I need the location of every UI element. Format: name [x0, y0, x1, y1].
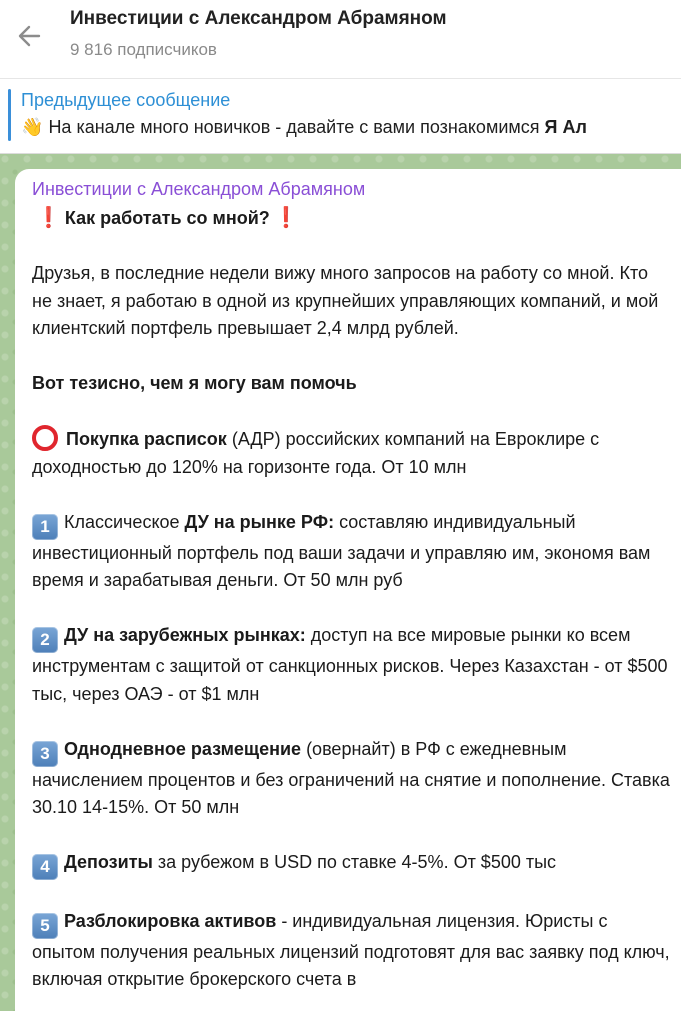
preview-text: На канале много новичков - давайте с вами познакомимся	[48, 117, 540, 137]
red-exclamation-icon: ❗	[36, 207, 61, 229]
keycap-four-icon: 4	[32, 854, 58, 880]
message-body	[32, 205, 672, 1011]
list-item: 4 Депозиты за рубежом в USD по ставке 4-5%. От $500 тыс	[32, 849, 672, 880]
preview-text-bold: Я Ал	[544, 117, 587, 137]
keycap-two-icon: 2	[32, 627, 58, 653]
arrow-left-icon	[17, 23, 43, 49]
message-intro: Друзья, в последние недели вижу много запросов на работу со мной. Кто не знает, я работаю в одной из крупнейших управляющих компаний, и мой клиентский портфель превышает 2,4 млрд рублей.	[32, 263, 659, 338]
list-title: Вот тезисно, чем я могу вам помочь	[32, 373, 357, 393]
chat-header	[0, 0, 681, 79]
list-item: 2 ДУ на зарубежных рынках: доступ на все мировые рынки ко всем инструментам с защитой от санкционных рисков. Через Казахстан - от $500 тыс, через ОАЭ - от $1 млн	[32, 625, 668, 704]
channel-title[interactable]: Инвестиции с Александром Абрамяном	[70, 8, 447, 29]
waving-hand-icon: 👋	[21, 117, 44, 137]
message-author[interactable]: Инвестиции с Александром Абрамяном	[32, 179, 366, 199]
subscriber-count: 9 816 подписчиков	[70, 40, 217, 59]
list-item: 3 Однодневное размещение (овернайт) в РФ с ежедневным начислением процентов и без ограничений на снятие и пополнение. Ставка 30.10 14-15%. От 50 млн	[32, 738, 670, 817]
list-item: Покупка расписок (АДР) российских компаний на Евроклире с доходностью до 120% на горизонте года. От 10 млн	[32, 425, 672, 481]
message-bubble[interactable]	[15, 169, 681, 1011]
list-item: 5 Разблокировка активов - индивидуальная лицензия. Юристы с опытом получения реальных лицензий подготовят для вас заявку под ключ, включая открытие брокерского счета в	[32, 910, 670, 989]
keycap-five-icon: 5	[32, 913, 58, 939]
previous-message-bar[interactable]	[0, 79, 681, 154]
previous-message-preview	[21, 117, 587, 138]
previous-message-title: Предыдущее сообщение	[21, 90, 231, 110]
hollow-red-circle-icon	[32, 425, 58, 451]
pinned-accent-bar	[8, 89, 11, 141]
list-item: 1 Классическое ДУ на рынке РФ: составляю индивидуальный инвестиционный портфель под ваши задачи и управляю им, экономя вам время и зарабатывая деньги. От 50 млн руб	[32, 511, 651, 590]
message-heading: ❗ Как работать со мной? ❗	[36, 207, 299, 229]
back-button[interactable]	[10, 16, 50, 56]
keycap-one-icon: 1	[32, 514, 58, 540]
keycap-three-icon: 3	[32, 741, 58, 767]
red-exclamation-icon: ❗	[273, 207, 299, 229]
